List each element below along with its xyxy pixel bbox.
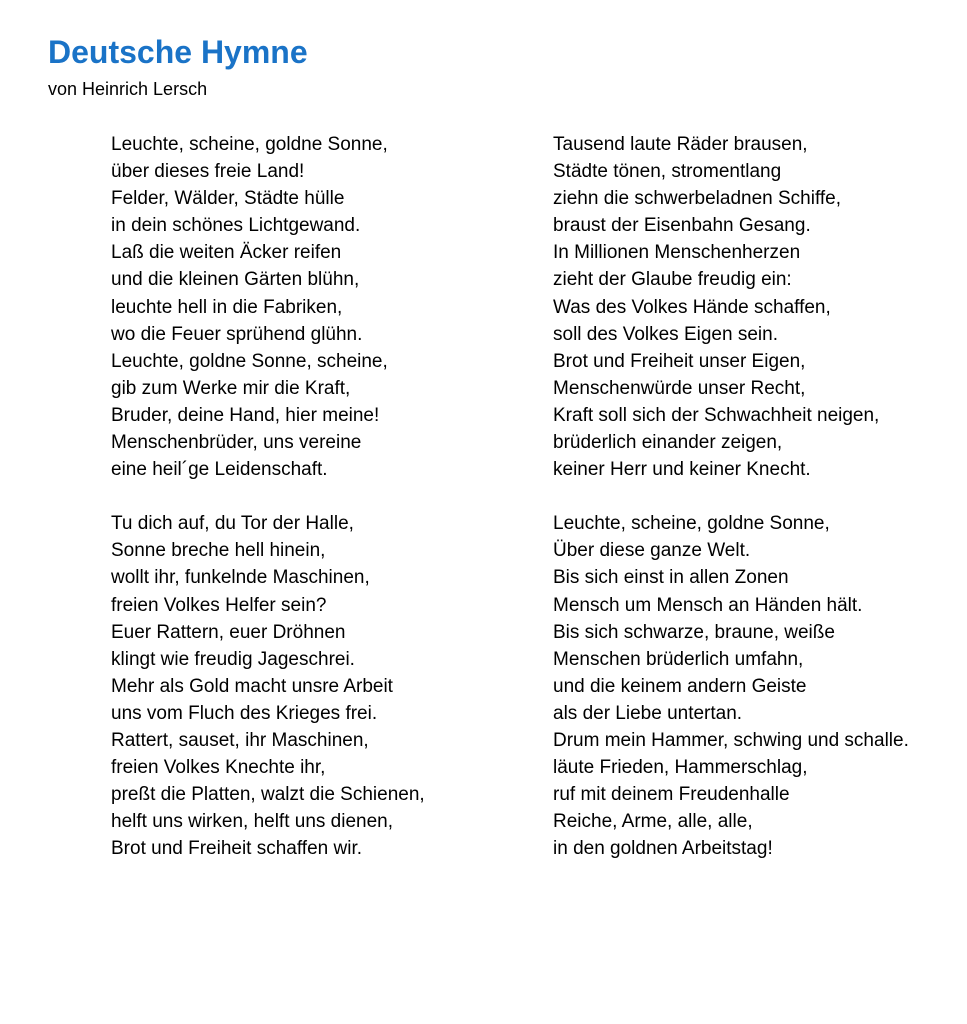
poem-line: Leuchte, scheine, goldne Sonne, xyxy=(111,134,388,155)
poem-line: Tu dich auf, du Tor der Halle, xyxy=(111,513,354,535)
poem-line: Was des Volkes Hände schaffen, xyxy=(553,296,831,318)
poem-line: in den goldnen Arbeitstag! xyxy=(553,838,773,860)
poem-line: freien Volkes Knechte ihr, xyxy=(111,757,326,779)
poem-line: Rattert, sauset, ihr Maschinen, xyxy=(111,729,369,751)
poem-column-right xyxy=(553,131,909,889)
poem-line: eine heil´ge Leidenschaft. xyxy=(111,459,328,481)
stanza-1 xyxy=(111,131,425,483)
poem-line: braust der Eisenbahn Gesang. xyxy=(553,215,811,237)
poem-line: keiner Herr und keiner Knecht. xyxy=(553,459,811,481)
poem-line: Menschenwürde unser Recht, xyxy=(553,377,806,399)
poem-line: Mehr als Gold macht unsre Arbeit xyxy=(111,675,393,697)
poem-line: Euer Rattern, euer Dröhnen xyxy=(111,621,346,643)
poem-line: Tausend laute Räder brausen, xyxy=(553,134,808,155)
poem-line: In Millionen Menschenherzen xyxy=(553,242,801,264)
poem-line: helft uns wirken, helft uns dienen, xyxy=(111,811,394,833)
poem-line: Menschenbrüder, uns vereine xyxy=(111,432,362,454)
stanza-3 xyxy=(553,131,909,483)
poem-line: über dieses freie Land! xyxy=(111,161,305,183)
poem-line: brüderlich einander zeigen, xyxy=(553,432,783,454)
poem-line: freien Volkes Helfer sein? xyxy=(111,594,327,616)
poem-line: Leuchte, goldne Sonne, scheine, xyxy=(111,350,388,372)
poem-line: ruf mit deinem Freudenhalle xyxy=(553,784,790,806)
poem-line: als der Liebe untertan. xyxy=(553,702,743,724)
poem-line: Brot und Freiheit schaffen wir. xyxy=(111,838,362,860)
poem-line: Felder, Wälder, Städte hülle xyxy=(111,188,345,210)
poem-line: und die keinem andern Geiste xyxy=(553,675,807,697)
poem-line: wo die Feuer sprühend glühn. xyxy=(111,323,363,345)
poem-line: Städte tönen, stromentlang xyxy=(553,161,782,183)
poem-line: Menschen brüderlich umfahn, xyxy=(553,648,804,670)
poem-line: gib zum Werke mir die Kraft, xyxy=(111,377,351,399)
poem-line: ziehn die schwerbeladnen Schiffe, xyxy=(553,188,842,210)
poem-line: preßt die Platten, walzt die Schienen, xyxy=(111,784,425,806)
stanza-4 xyxy=(553,510,909,862)
stanza-2 xyxy=(111,510,425,862)
poem-line: Leuchte, scheine, goldne Sonne, xyxy=(553,513,830,535)
poem-line: leuchte hell in die Fabriken, xyxy=(111,296,343,318)
poem-line: Drum mein Hammer, schwing und schalle. xyxy=(553,729,909,751)
poem-line: Bruder, deine Hand, hier meine! xyxy=(111,404,380,426)
poem-line: zieht der Glaube freudig ein: xyxy=(553,269,792,291)
poem-column-left xyxy=(111,131,425,889)
poem-line: Mensch um Mensch an Händen hält. xyxy=(553,594,863,616)
poem-line: soll des Volkes Eigen sein. xyxy=(553,323,778,345)
poem-line: Über diese ganze Welt. xyxy=(553,540,751,562)
poem-line: Reiche, Arme, alle, alle, xyxy=(553,811,753,833)
page-title: Deutsche Hymne xyxy=(48,34,308,70)
poem-line: Sonne breche hell hinein, xyxy=(111,540,326,562)
poem-line: und die kleinen Gärten blühn, xyxy=(111,269,360,291)
poem-line: läute Frieden, Hammerschlag, xyxy=(553,757,808,779)
poem-line: Kraft soll sich der Schwachheit neigen, xyxy=(553,404,880,426)
poem-line: Brot und Freiheit unser Eigen, xyxy=(553,350,806,372)
poem-line: in dein schönes Lichtgewand. xyxy=(111,215,361,237)
poem-line: uns vom Fluch des Krieges frei. xyxy=(111,702,378,724)
poem-line: Bis sich einst in allen Zonen xyxy=(553,567,789,589)
poem-line: wollt ihr, funkelnde Maschinen, xyxy=(111,567,370,589)
poem-line: klingt wie freudig Jageschrei. xyxy=(111,648,355,670)
poem-line: Bis sich schwarze, braune, weiße xyxy=(553,621,835,643)
poem-line: Laß die weiten Äcker reifen xyxy=(111,242,342,264)
author-line: von Heinrich Lersch xyxy=(48,79,208,99)
